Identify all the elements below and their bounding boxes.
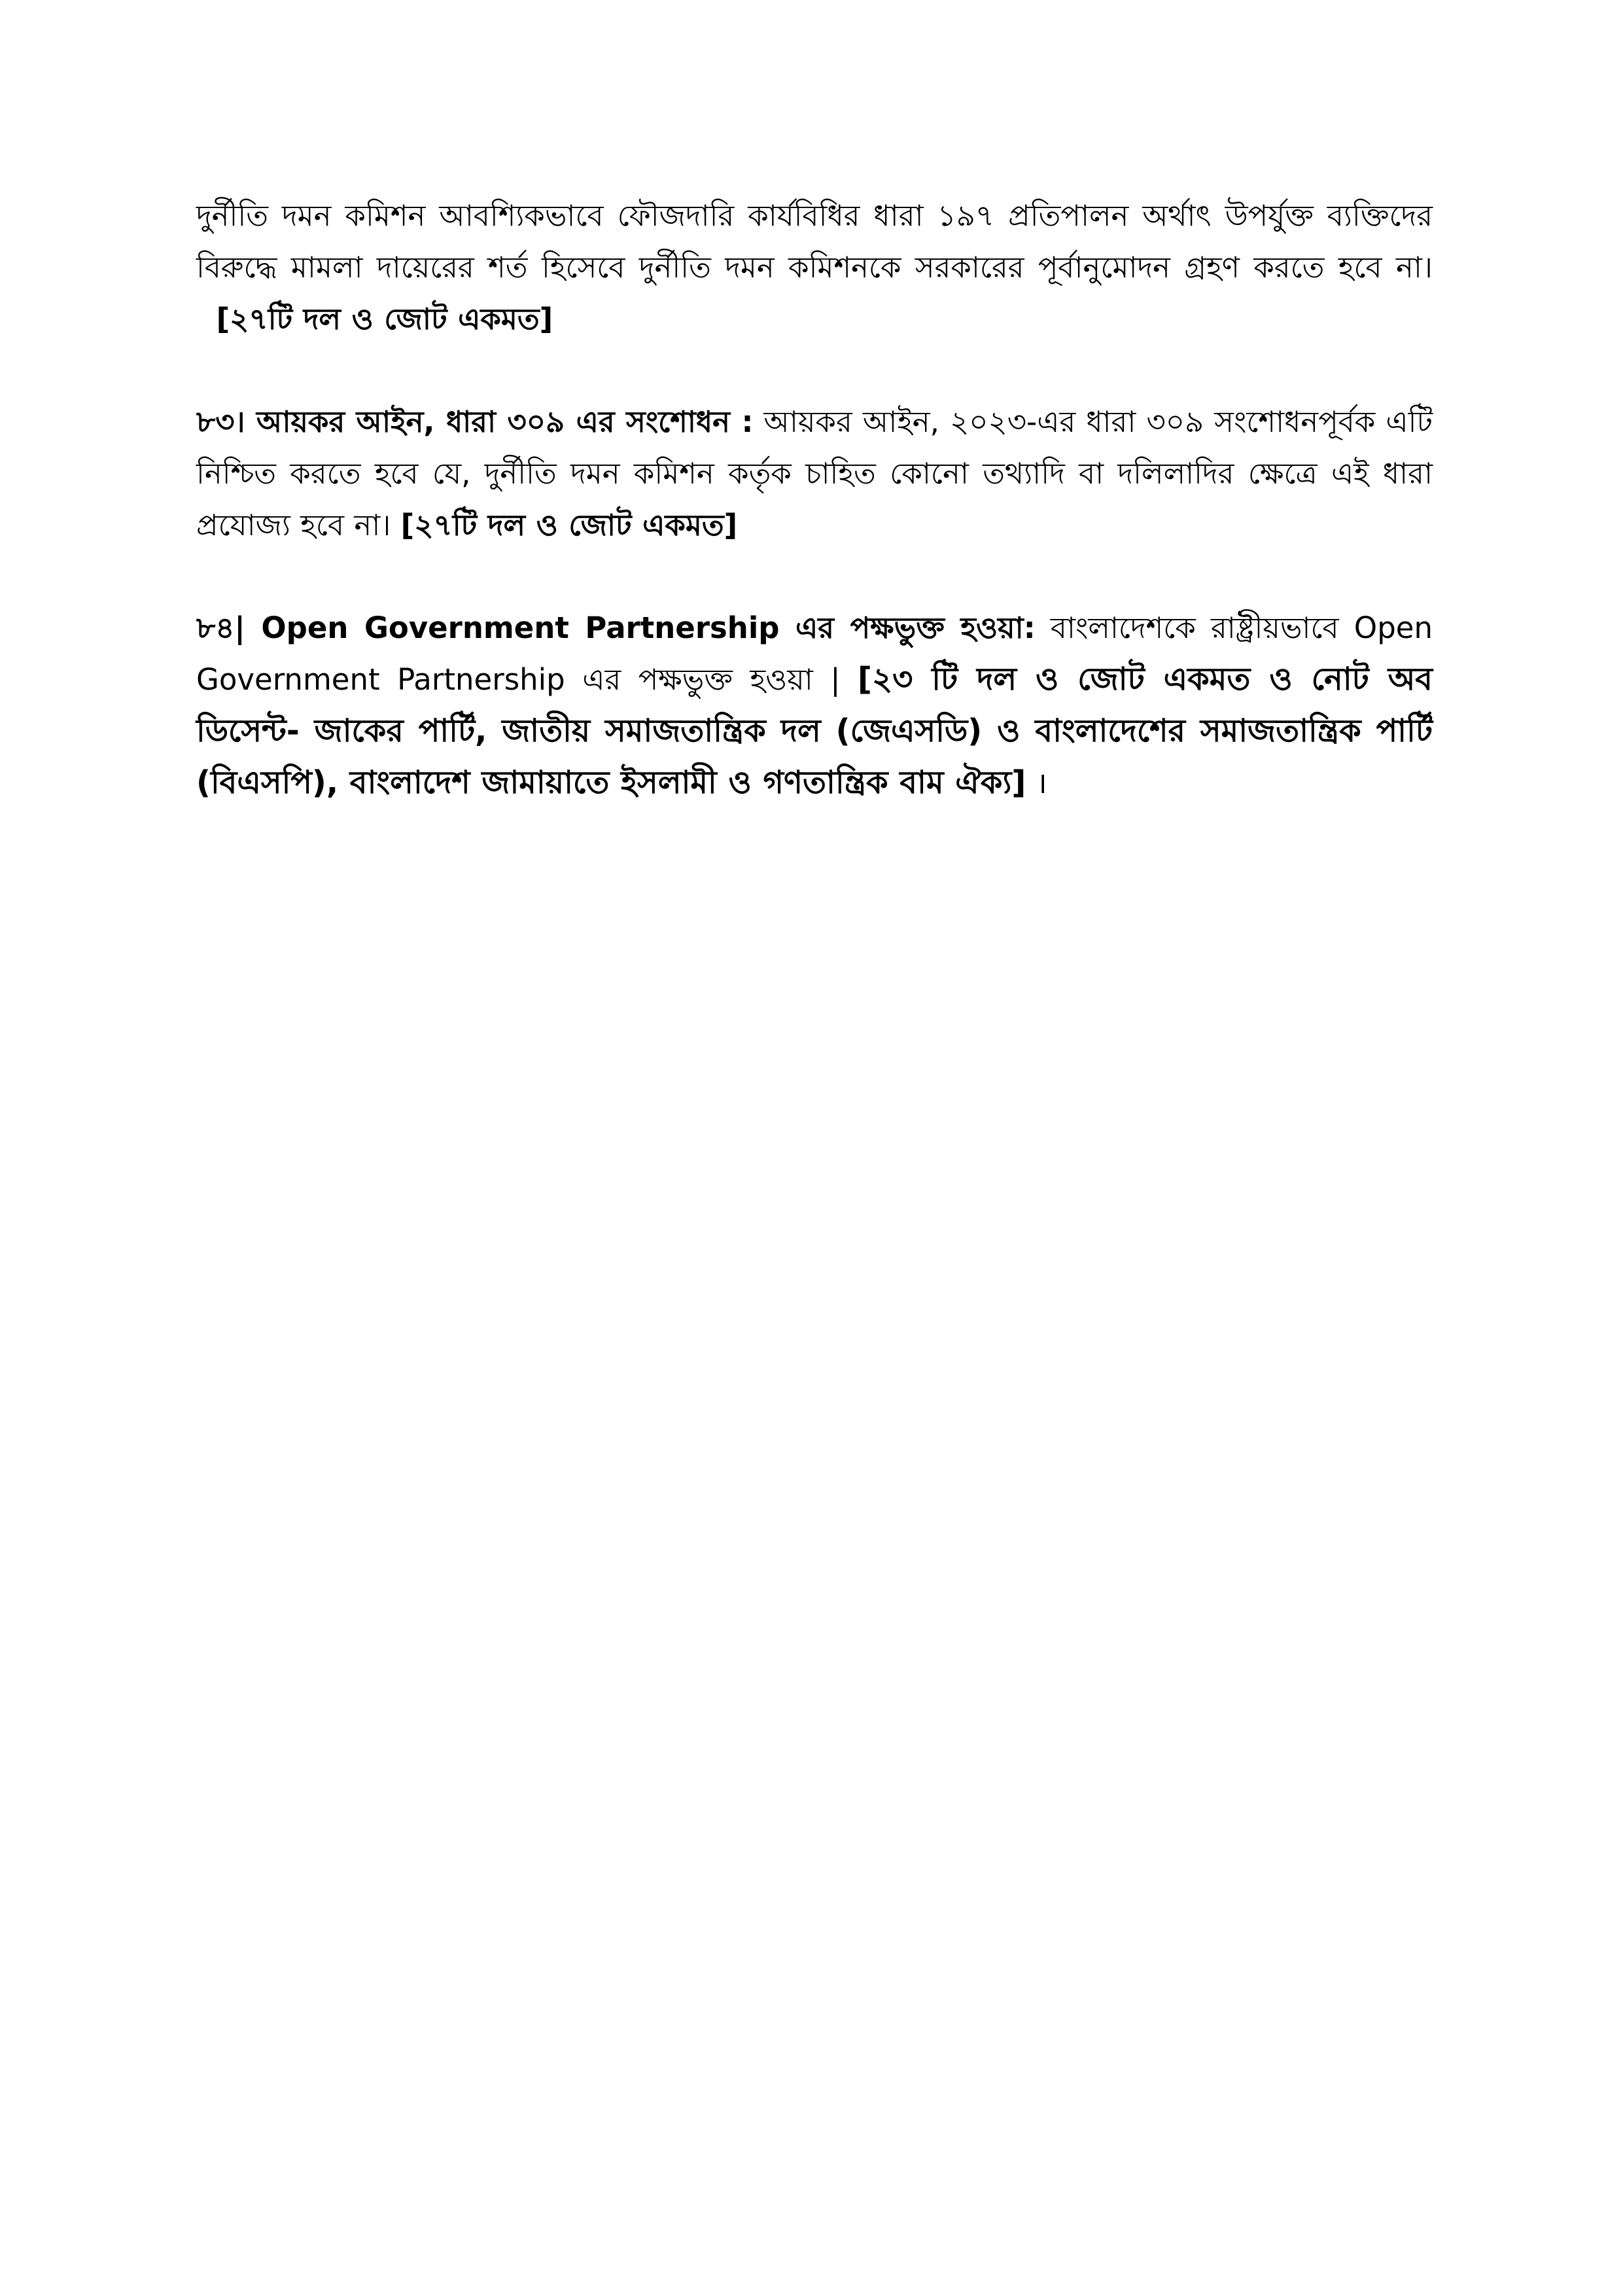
- document-body: [196, 190, 1433, 809]
- consensus-and-dissent-note: [২৩ টি দল ও জোট একমত ও নোট অব ডিসেন্ট- জাকের পার্টি, জাতীয় সমাজতান্ত্রিক দল (জেএসডি) ও বাংলাদেশের সমাজতান্ত্রিক পার্টি (বিএসপি), বাংলাদেশ জামায়াতে ইসলামী ও গণতান্ত্রিক বাম ঐক্য]: [196, 661, 1433, 801]
- trailing-punctuation: ।: [1026, 766, 1047, 800]
- paragraph-acc-prior-approval: [196, 190, 1433, 345]
- section-heading-84: ৮৪| Open Government Partnership এর পক্ষভুক্ত হওয়া:: [196, 610, 1036, 645]
- paragraph-83-income-tax-amendment: [196, 396, 1433, 551]
- paragraph-84-open-government-partnership: [196, 602, 1433, 809]
- paragraph-text: বাংলাদেশকে রাষ্ট্রীয়ভাবে Open Government Partnership এর পক্ষভুক্ত হওয়া |: [196, 610, 1433, 697]
- section-heading-83: ৮৩। আয়কর আইন, ধারা ৩০৯ এর সংশোধন :: [196, 404, 754, 439]
- consensus-note: [২৭টি দল ও জোট একমত]: [216, 302, 553, 336]
- paragraph-text: দুর্নীতি দমন কমিশন আবশ্যিকভাবে ফৌজদারি কার্যবিধির ধারা ১৯৭ প্রতিপালন অর্থাৎ উপর্যুক্ত ব্যক্তিদের বিরুদ্ধে মামলা দায়েরের শর্ত হিসেবে দুর্নীতি দমন কমিশনকে সরকারের পূর্বানুমোদন গ্রহণ করতে হবে না।: [196, 198, 1433, 285]
- consensus-note: [২৭টি দল ও জোট একমত]: [400, 508, 738, 542]
- paragraph-text: আয়কর আইন, ২০২৩-এর ধারা ৩০৯ সংশোধনপূর্বক এটি নিশ্চিত করতে হবে যে, দুর্নীতি দমন কমিশন কর্তৃক চাহিত কোনো তথ্যাদি বা দলিলাদির ক্ষেত্রে এই ধারা প্রযোজ্য হবে না।: [196, 404, 1433, 542]
